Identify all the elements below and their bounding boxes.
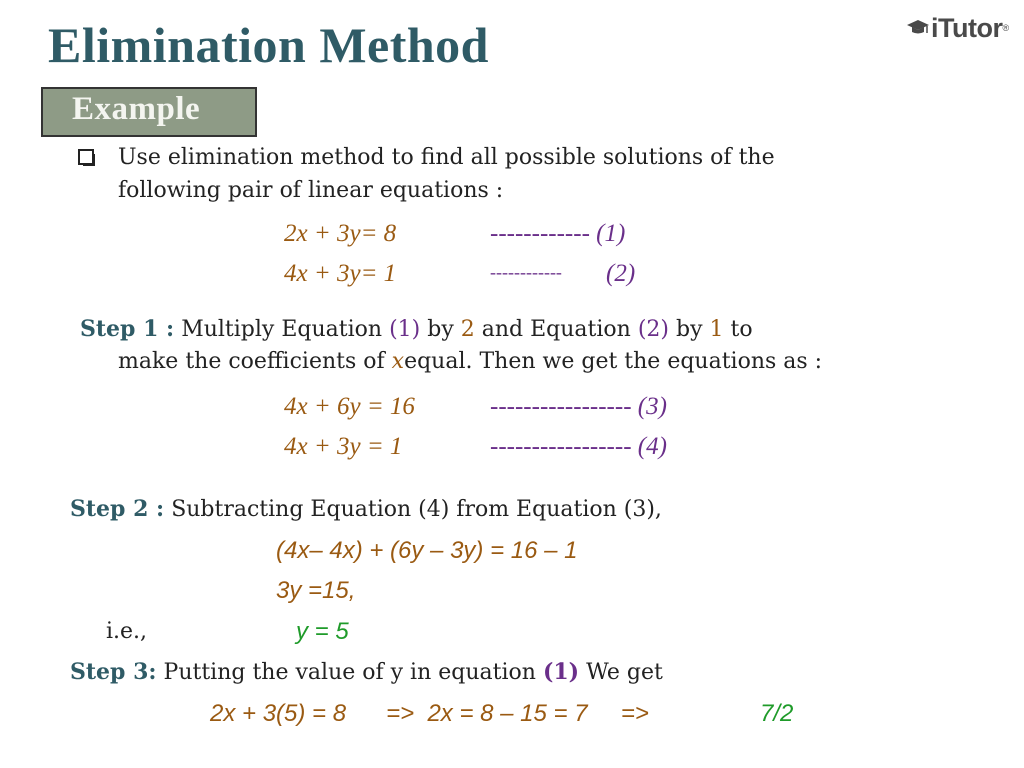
step-3-ref: (1)	[542, 659, 580, 685]
logo-registered: ®	[1002, 23, 1010, 33]
step-1-num-1: 2	[460, 317, 475, 342]
step-1-line-2	[118, 349, 822, 374]
itutor-logo	[905, 8, 1009, 48]
step-1-line-2b: equal. Then we get the equations as :	[404, 349, 823, 374]
step-1-label: Step 1 :	[80, 316, 175, 342]
step-3-line	[70, 659, 663, 685]
equation-3: 4x + 6y = 16	[284, 393, 415, 420]
equation-2: 4x + 3y= 1	[284, 260, 397, 287]
step-1-text-3: and Equation	[481, 317, 631, 342]
step-2-calc-2: 3y =15,	[276, 577, 356, 604]
intro-line-1: Use elimination method to find all possible solutions of the	[118, 145, 775, 170]
step-2-line	[70, 496, 662, 522]
step-1-line-2a: make the coefficients of	[118, 349, 385, 374]
intro-line-2: following pair of linear equations :	[118, 178, 504, 203]
step-3-text: Putting the value of y in equation	[163, 660, 536, 685]
equation-2-dashes: ------------	[490, 262, 562, 282]
checkbox-bullet-icon	[78, 149, 94, 165]
equation-2-ref: (2)	[606, 260, 636, 287]
step-2-ie: i.e.,	[106, 619, 148, 644]
step-3-text-2: We get	[586, 660, 663, 685]
step-3-label: Step 3:	[70, 659, 157, 685]
step-2-label: Step 2 :	[70, 496, 165, 522]
step-1-text-2: by	[427, 317, 454, 342]
equation-1: 2x + 3y= 8	[284, 220, 397, 247]
slide-title: Elimination Method	[48, 17, 489, 73]
equation-4-ref: ----------------- (4)	[490, 433, 667, 460]
step-1-var: x	[391, 349, 405, 374]
step-1-num-2: 1	[709, 317, 724, 342]
step-1-text-1: Multiply Equation	[181, 317, 383, 342]
step-2-text: Subtracting Equation (4) from Equation (3),	[171, 497, 662, 522]
step-1-text-5: to	[730, 317, 753, 342]
step-2-calc-1: (4x– 4x) + (6y – 3y) = 16 – 1	[276, 537, 578, 564]
step-1-ref-2: (2)	[637, 317, 670, 342]
example-label: Example	[72, 91, 201, 127]
graduation-cap-icon	[905, 18, 929, 38]
equation-1-ref: ------------ (1)	[490, 220, 626, 247]
step-2-result: y = 5	[296, 618, 349, 645]
step-3-result: 7/2	[760, 700, 794, 727]
equation-3-ref: ----------------- (3)	[490, 393, 667, 420]
step-1-line-1	[80, 316, 753, 342]
equation-4: 4x + 3y = 1	[284, 433, 403, 460]
logo-text: iTutor	[931, 12, 1003, 43]
step-3-calc: 2x + 3(5) = 8 => 2x = 8 – 15 = 7 =>	[210, 700, 649, 727]
step-1-ref-1: (1)	[389, 317, 421, 342]
step-1-text-4: by	[676, 317, 703, 342]
